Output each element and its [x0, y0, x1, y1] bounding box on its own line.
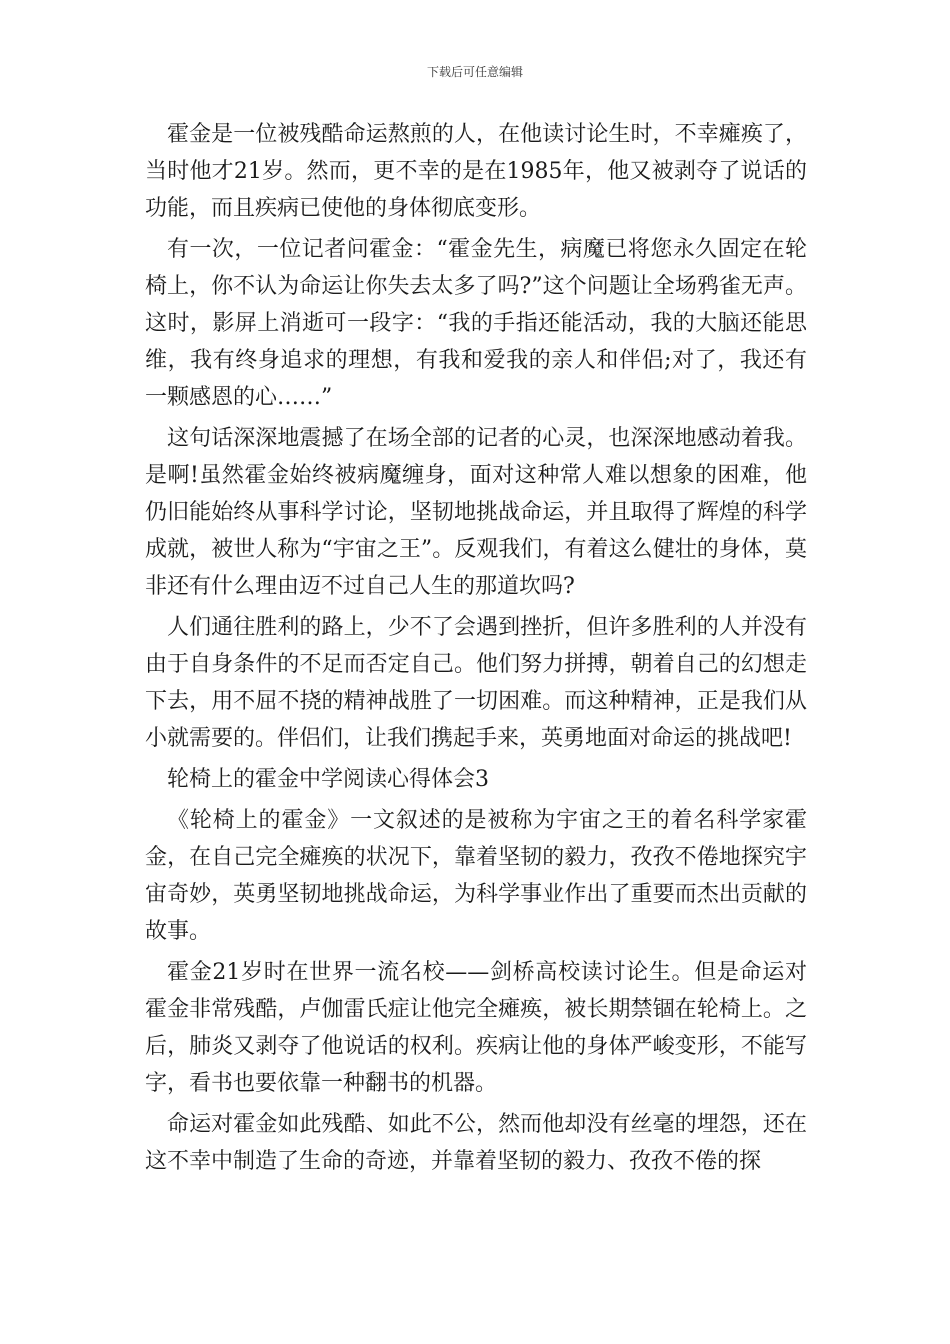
paragraph-3: 这句话深深地震撼了在场全部的记者的心灵，也深深地感动着我。是啊!虽然霍金始终被病魔缠身，面对这种常人难以想象的困难，他仍旧能始终从事科学讨论，坚韧地挑战命运，并且取得了辉煌的科学成就，被世人称为“宇宙之王”。反观我们，有着这么健壮的身体，莫非还有什么理由迈不过自己人生的那道坎吗?: [145, 426, 807, 599]
page-header: 下载后可任意编辑: [426, 65, 523, 79]
paragraph-2: 有一次，一位记者问霍金：“霍金先生，病魔已将您永久固定在轮椅上，你不认为命运让你失去太多了吗?”这个问题让全场鸦雀无声。这时，影屏上消逝可一段字：“我的手指还能活动，我的大脑还能思维，我有终身追求的理想，有我和爱我的亲人和伴侣;对了，我还有一颗感恩的心……”: [145, 237, 807, 410]
paragraph-4: 人们通往胜利的路上，少不了会遇到挫折，但许多胜利的人并没有由于自身条件的不足而否定自己。他们努力拼搏，朝着自己的幻想走下去，用不屈不挠的精神战胜了一切困难。而这种精神，正是我们从小就需要的。伴侣们，让我们携起手来，英勇地面对命运的挑战吧!: [145, 615, 807, 751]
paragraph-1: 霍金是一位被残酷命运熬煎的人，在他读讨论生时，不幸瘫痪了，当时他才21岁。然而，更不幸的是在1985年，他又被剥夺了说话的功能，而且疾病已使他的身体彻底变形。: [145, 122, 807, 221]
document-body: [145, 116, 807, 1184]
paragraph-6: 霍金21岁时在世界一流名校——剑桥高校读讨论生。但是命运对霍金非常残酷，卢伽雷氏症让他完全瘫痪，被长期禁锢在轮椅上。之后，肺炎又剥夺了他说话的权利。疾病让他的身体严峻变形，不能写字，看书也要依靠一种翻书的机器。: [145, 960, 807, 1096]
paragraph-7: 命运对霍金如此残酷、如此不公，然而他却没有丝毫的埋怨，还在这不幸中制造了生命的奇迹，并靠着坚韧的毅力、孜孜不倦的探: [145, 1112, 807, 1174]
paragraph-5: 《轮椅上的霍金》一文叙述的是被称为宇宙之王的着名科学家霍金，在自己完全瘫痪的状况下，靠着坚韧的毅力，孜孜不倦地探究宇宙奇妙，英勇坚韧地挑战命运，为科学事业作出了重要而杰出贡献的故事。: [145, 808, 807, 944]
section-heading: 轮椅上的霍金中学阅读心得体会3: [167, 767, 489, 792]
